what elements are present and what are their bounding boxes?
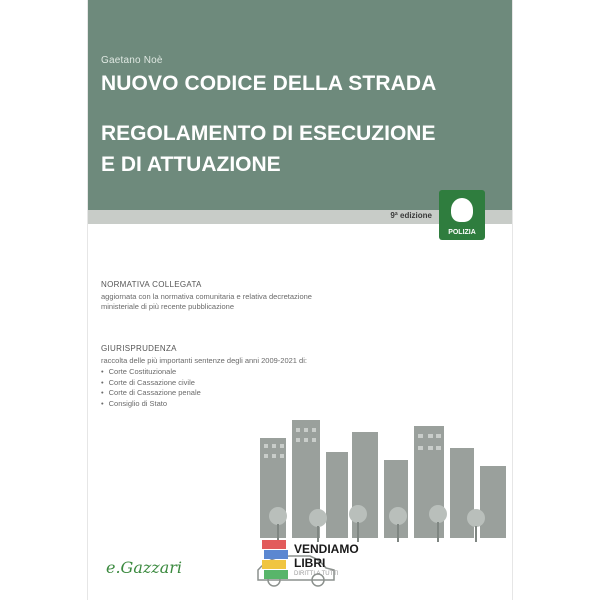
giurisprudenza-list [101, 367, 201, 409]
normativa-text [101, 292, 401, 312]
normativa-heading: NORMATIVA COLLEGATA [101, 280, 202, 289]
subtitle-line-1: REGOLAMENTO DI ESECUZIONE [101, 122, 436, 145]
publisher-logo: e.Gazzari [106, 558, 183, 577]
book-cover [88, 0, 512, 600]
edition-label: 9ª edizione [390, 211, 432, 220]
watermark-line-2: LIBRI [294, 556, 326, 570]
giurisprudenza-intro: raccolta delle più importanti sentenze degli anni 2009-2021 di: [101, 356, 307, 365]
badge-label: POLIZIA [448, 229, 476, 236]
normativa-line-2: ministeriale di più recente pubblicazione [101, 302, 234, 311]
giurisprudenza-heading: GIURISPRUDENZA [101, 344, 177, 353]
vendiamo-libri-watermark [262, 538, 392, 600]
book-subtitle [101, 118, 501, 180]
subtitle-line-2: E DI ATTUAZIONE [101, 153, 281, 176]
list-item: • Corte Costituzionale [101, 367, 201, 378]
list-item: • Corte di Cassazione penale [101, 388, 201, 399]
normativa-line-1: aggiornata con la normativa comunitaria e relativa decretazione [101, 292, 312, 301]
police-badge [439, 190, 485, 240]
book-title: NUOVO CODICE DELLA STRADA [101, 72, 437, 95]
watermark-line-3: DIRITTI A TUTTI [294, 571, 339, 577]
books-stack-icon [262, 538, 290, 586]
author-name: Gaetano Noè [101, 55, 163, 66]
list-item: • Consiglio di Stato [101, 399, 201, 410]
list-item: • Corte di Cassazione civile [101, 378, 201, 389]
watermark-line-1: VENDIAMO [294, 542, 359, 556]
police-emblem-icon [451, 198, 473, 222]
